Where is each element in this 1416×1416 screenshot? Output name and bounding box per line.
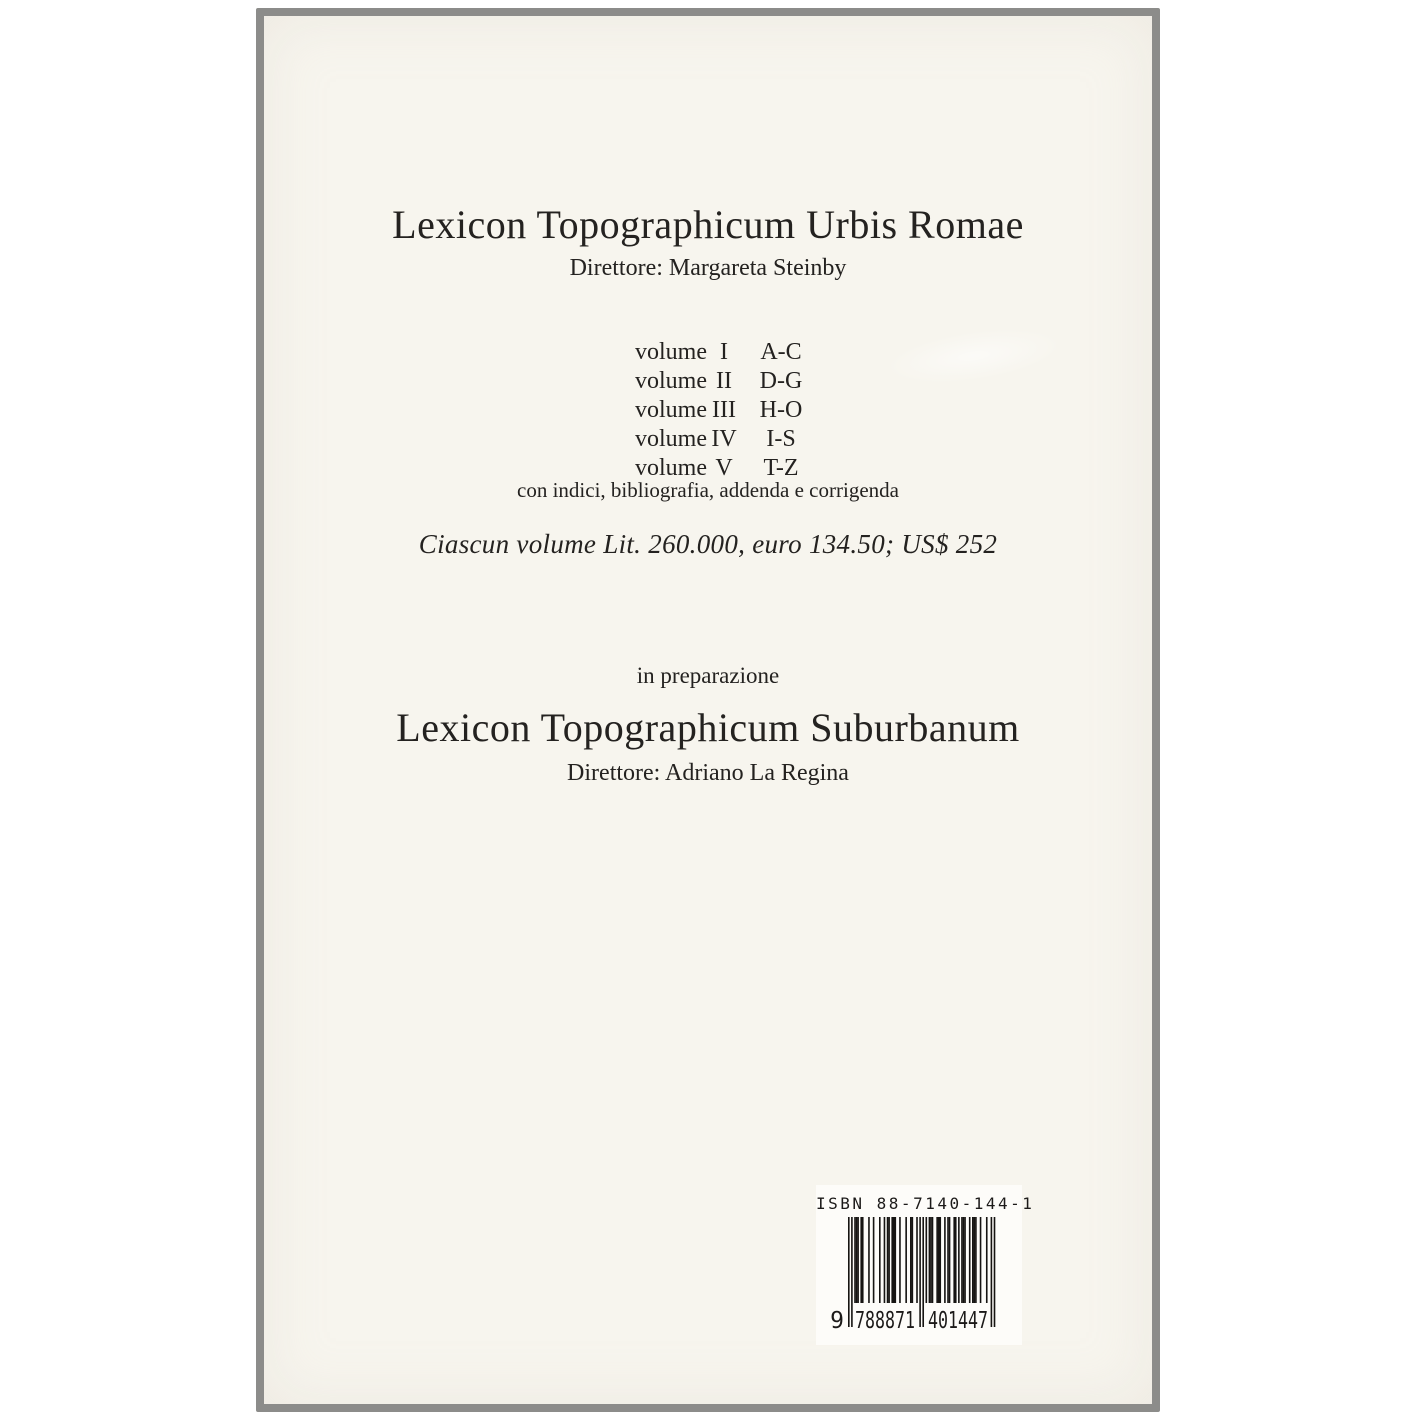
volume-range: T-Z bbox=[763, 455, 799, 481]
series-director: Direttore: Margareta Steinby bbox=[569, 255, 847, 281]
isbn-label: ISBN 88-7140-144-1 bbox=[816, 1194, 1035, 1213]
book-back-cover bbox=[256, 8, 1160, 1412]
volume-numeral: IV bbox=[711, 426, 737, 452]
volume-range: H-O bbox=[759, 397, 803, 423]
svg-text:788871: 788871 bbox=[855, 1308, 915, 1331]
volume-numeral: I bbox=[720, 339, 728, 365]
volume-numeral: III bbox=[712, 397, 736, 423]
volumes-note: con indici, bibliografia, addenda e corrigenda bbox=[517, 478, 899, 502]
barcode-panel bbox=[816, 1185, 1035, 1345]
volume-numeral: II bbox=[716, 368, 732, 394]
forthcoming-director: Direttore: Adriano La Regina bbox=[567, 760, 849, 786]
volume-range: D-G bbox=[759, 368, 803, 394]
paper-crease bbox=[881, 319, 1066, 394]
volume-range: I-S bbox=[766, 426, 796, 452]
svg-text:9: 9 bbox=[830, 1308, 844, 1331]
svg-text:401447: 401447 bbox=[928, 1308, 988, 1331]
volume-label: volume bbox=[635, 426, 707, 452]
volume-label: volume bbox=[635, 339, 707, 365]
volume-label: volume bbox=[635, 455, 707, 481]
volume-list bbox=[621, 338, 811, 483]
series-title: Lexicon Topographicum Urbis Romae bbox=[392, 202, 1024, 247]
ean13-barcode bbox=[824, 1217, 1014, 1331]
volume-numeral: V bbox=[715, 455, 733, 481]
volume-range: A-C bbox=[760, 339, 802, 365]
price-line: Ciascun volume Lit. 260.000, euro 134.50; US$ 252 bbox=[418, 529, 998, 559]
forthcoming-status: in preparazione bbox=[636, 663, 780, 688]
volume-label: volume bbox=[635, 368, 707, 394]
volume-label: volume bbox=[635, 397, 707, 423]
forthcoming-title: Lexicon Topographicum Suburbanum bbox=[396, 705, 1020, 750]
